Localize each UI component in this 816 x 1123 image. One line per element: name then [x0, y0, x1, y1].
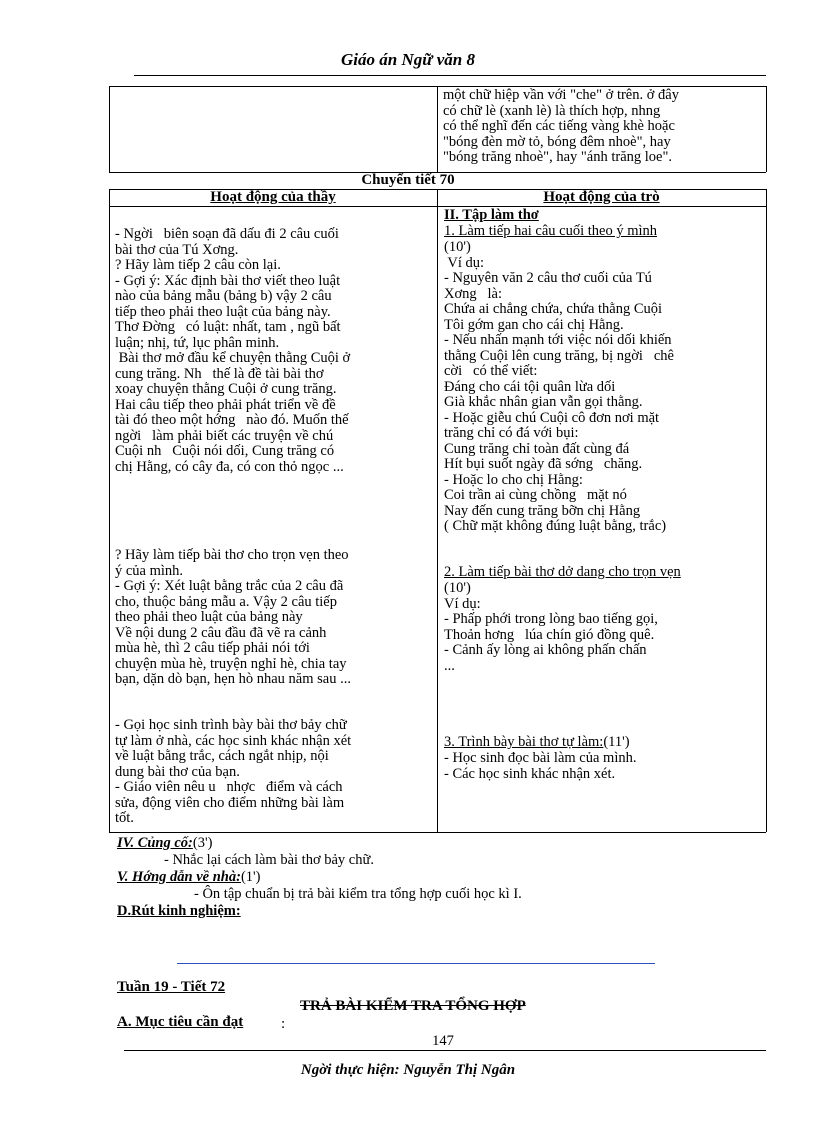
teacher-line: - Gọi học sinh trình bày bài thơ bảy chữ	[115, 717, 347, 733]
student-line: (10')	[444, 580, 471, 596]
student-line: ( Chữ mặt không đúng luật bằng, trắc)	[444, 518, 667, 534]
top-cell-line: có chữ lè (xanh lè) là thích hợp, nhng	[443, 102, 661, 119]
teacher-line: - Ngời biên soạn đã dấu đi 2 câu cuối	[115, 226, 339, 242]
table-left-border-top	[109, 86, 110, 172]
student-line: Cung trăng chỉ toàn đất cùng đá	[444, 440, 630, 457]
student-block1-heading: 1. Làm tiếp hai câu cuối theo ý mình	[444, 223, 658, 239]
teacher-line: Về nội dung 2 câu đầu đã vẽ ra cảnh	[115, 624, 327, 641]
teacher-line: theo phải theo luật của bảng này	[115, 609, 303, 625]
student-line: Xơng là:	[444, 285, 503, 302]
cung-co-row	[117, 836, 212, 852]
lesson-heading: Chuyển tiết 70	[361, 172, 455, 188]
teacher-line: bài thơ của Tú Xơng.	[115, 241, 239, 258]
student-block3-heading: 3. Trình bày bài thơ tự làm:	[444, 734, 604, 750]
student-section-title: II. Tập làm thơ	[444, 207, 539, 223]
cung-co-time: (3')	[192, 835, 213, 851]
footer-rule	[124, 1050, 766, 1051]
student-line: - Hoặc lo cho chị Hằng:	[444, 471, 583, 488]
table-right-border-top	[766, 86, 767, 172]
student-line: Ví dụ:	[444, 254, 485, 271]
teacher-block-3	[115, 718, 435, 827]
section-divider	[177, 963, 655, 964]
top-cell-text	[443, 88, 763, 172]
teacher-line: - Gợi ý: Xác định bài thơ viết theo luật	[115, 272, 341, 289]
col-header-teacher: Hoạt động của thầy	[210, 189, 336, 205]
huong-dan-row	[117, 870, 260, 886]
teacher-line: - Giáo viên nêu u nhợc điểm và cách	[115, 779, 343, 795]
teacher-line: ? Hãy làm tiếp bài thơ cho trọn vẹn theo	[115, 547, 349, 563]
student-line: Thoản hơng lúa chín gió đồng quê.	[444, 626, 655, 643]
student-line: (10')	[444, 239, 471, 255]
student-line: Hít bụi suốt ngày đã sớng chăng.	[444, 456, 643, 472]
huong-dan-time: (1')	[240, 869, 261, 885]
student-line: ...	[444, 657, 455, 674]
teacher-block-2	[115, 548, 435, 688]
teacher-line: - Gợi ý: Xét luật bằng trắc của 2 câu đã	[115, 578, 344, 594]
student-block-2	[444, 581, 764, 674]
student-line: - Cảnh ấy lòng ai không phấn chấn	[444, 642, 647, 658]
teacher-line: Hai câu tiếp theo phải phát triển về đề	[115, 396, 336, 413]
student-line: cời có thể viết:	[444, 363, 538, 379]
student-block-3	[444, 751, 764, 782]
header-rule	[134, 75, 766, 76]
student-block2-heading: 2. Làm tiếp bài thơ dở dang cho trọn vẹn	[444, 564, 681, 580]
cung-co-label: IV. Củng cố:	[117, 835, 193, 851]
student-line: trăng chỉ có đá với bụi:	[444, 425, 579, 441]
next-week-label: Tuần 19 - Tiết 72	[117, 979, 226, 995]
student-line: - Hoặc giễu chú Cuội cô đơn nơi mặt	[444, 409, 660, 426]
rut-kinh-nghiem: D.Rút kinh nghiệm:	[117, 903, 241, 919]
student-block3-time: (11')	[603, 734, 630, 750]
teacher-line: chuyện mùa hè, truyện nghỉ hè, chia tay	[115, 655, 347, 672]
teacher-line: ngời làm phải biết các truyện về chú	[115, 427, 334, 444]
teacher-line: Cuội nh Cuội nói dối, Cung trăng có	[115, 443, 335, 459]
student-line: Đáng cho cái tội quân lừa dối	[444, 378, 616, 395]
teacher-line: tự làm ở nhà, các học sinh khác nhận xét	[115, 732, 352, 749]
student-block3-heading-row	[444, 735, 630, 751]
teacher-line: cung trăng. Nh thế là đề tài bài thơ	[115, 365, 324, 382]
main-table-mid	[437, 189, 438, 832]
footer-author: Ngời thực hiện: Nguyễn Thị Ngân	[300, 1062, 516, 1078]
student-line: Coi trần ai cùng chồng mặt nó	[444, 487, 627, 503]
teacher-line: Bài thơ mở đầu kể chuyện thằng Cuội ở	[115, 350, 351, 366]
teacher-line: luận; nhị, tứ, lục phân minh.	[115, 334, 280, 351]
teacher-line: dung bài thơ của bạn.	[115, 763, 240, 780]
teacher-line: chị Hằng, có cây đa, có con thỏ ngọc ...	[115, 458, 344, 475]
table-mid-border-top	[437, 86, 438, 172]
teacher-line: sửa, động viên cho điểm những bài làm	[115, 794, 345, 811]
teacher-block-1	[115, 227, 435, 475]
teacher-line: ý của mình.	[115, 562, 184, 579]
main-table-bottom	[109, 832, 766, 833]
student-line: Tôi gớm gan cho cái chị Hằng.	[444, 316, 624, 333]
teacher-line: tốt.	[115, 810, 134, 826]
next-lesson-goal: A. Mục tiêu cần đạt	[117, 1014, 244, 1030]
teacher-line: tài đó theo một hớng nào đó. Muốn thế	[115, 412, 349, 428]
huong-dan-label: V. Hớng dẫn về nhà:	[117, 869, 241, 885]
student-line: - Các học sinh khác nhận xét.	[444, 765, 616, 782]
teacher-line: nào của bảng mẫu (bảng b) vậy 2 câu	[115, 288, 332, 304]
student-block-1	[444, 240, 764, 535]
student-line: thằng Cuội lên cung trăng, bị ngời chê	[444, 347, 674, 364]
goal-colon: :	[281, 1016, 286, 1032]
page-number: 147	[432, 1033, 454, 1049]
teacher-line: mùa hè, thì 2 câu tiếp phải nói tới	[115, 640, 310, 656]
teacher-line: cho, thuộc bảng mẫu a. Vậy 2 câu tiếp	[115, 593, 337, 610]
teacher-line: về luật bằng trắc, cách ngắt nhịp, nội	[115, 748, 329, 764]
student-line: Già khắc nhân gian vẫn gọi thằng.	[444, 394, 643, 410]
student-line: - Học sinh đọc bài làm của mình.	[444, 750, 637, 766]
student-line: Ví dụ:	[444, 595, 481, 612]
next-lesson-title: TRẢ BÀI KIỂM TRA TỔNG HỢP	[300, 998, 526, 1014]
cung-co-text: - Nhắc lại cách làm bài thơ bảy chữ.	[164, 852, 374, 868]
student-line: Chứa ai chẳng chứa, chứa thằng Cuội	[444, 301, 663, 317]
teacher-line: ? Hãy làm tiếp 2 câu còn lại.	[115, 257, 281, 273]
teacher-line: xoay chuyện thằng Cuội ở cung trăng.	[115, 381, 337, 397]
main-table-left	[109, 189, 110, 832]
top-cell-line: một chữ hiệp vần với "che" ở trên. ở đây	[443, 88, 679, 103]
student-line: - Nếu nhấn mạnh tới việc nói dối khiến	[444, 332, 672, 348]
teacher-line: Thơ Đờng có luật: nhất, tam , ngũ bất	[115, 319, 341, 335]
student-line: - Nguyên văn 2 câu thơ cuối của Tú	[444, 270, 652, 286]
top-cell-line: "bóng trăng nhoè", hay "ánh trăng loe".	[443, 149, 673, 165]
huong-dan-text: - Ôn tập chuẩn bị trả bài kiểm tra tổng hợp cuối học kì I.	[194, 886, 522, 902]
student-line: Nay đến cung trăng bỡn chị Hằng	[444, 502, 641, 519]
page-header-title: Giáo án Ngữ văn 8	[341, 50, 475, 69]
main-table-right	[766, 189, 767, 832]
student-line: - Phấp phới trong lòng bao tiếng gọi,	[444, 611, 658, 627]
teacher-line: tiếp theo phải theo luật của bảng này.	[115, 303, 331, 320]
col-header-student: Hoạt động của trò	[543, 189, 660, 205]
top-cell-line: có thể nghĩ đến các tiếng vàng khè hoặc	[443, 118, 675, 134]
top-cell-line: "bóng đèn mờ tỏ, bóng đêm nhoè", hay	[443, 133, 671, 150]
teacher-line: bạn, dặn dò bạn, hẹn hò nhau năm sau ...	[115, 671, 351, 687]
